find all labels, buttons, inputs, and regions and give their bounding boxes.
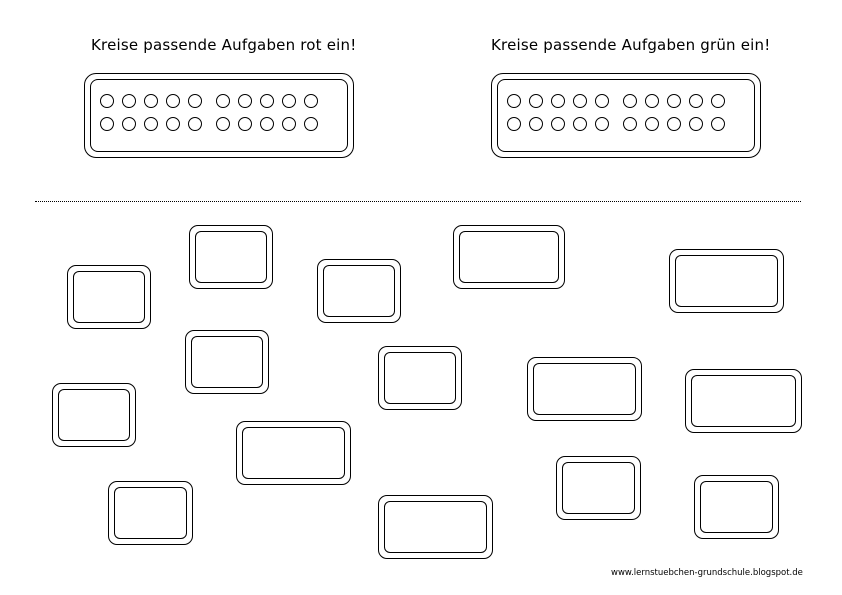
counter-circle (216, 94, 230, 108)
counter-circle (238, 94, 252, 108)
counter-circle (645, 94, 659, 108)
counter-circle (188, 117, 202, 131)
task-card[interactable] (67, 265, 151, 329)
counter-circle (100, 117, 114, 131)
task-card[interactable] (236, 421, 351, 485)
counter-circle (100, 94, 114, 108)
task-card[interactable] (185, 330, 269, 394)
counter-circle (304, 117, 318, 131)
counter-circle (573, 117, 587, 131)
counter-circle (595, 94, 609, 108)
counter-circle (529, 94, 543, 108)
counter-circle (667, 117, 681, 131)
counter-circle (282, 94, 296, 108)
counter-circle (573, 94, 587, 108)
counter-circle (238, 117, 252, 131)
task-card[interactable] (317, 259, 401, 323)
counter-circle (166, 94, 180, 108)
counter-circle (507, 117, 521, 131)
task-card[interactable] (378, 495, 493, 559)
counter-circle (623, 117, 637, 131)
footer-url: www.lernstuebchen-grundschule.blogspot.de (611, 568, 803, 578)
instruction-green: Kreise passende Aufgaben grün ein! (491, 36, 771, 54)
task-card[interactable] (685, 369, 802, 433)
counter-circle (188, 94, 202, 108)
counter-row (507, 94, 733, 112)
counter-circle (144, 117, 158, 131)
counter-circle (529, 117, 543, 131)
counter-circle (260, 94, 274, 108)
counter-circle (551, 117, 565, 131)
task-card[interactable] (189, 225, 273, 289)
dotted-divider (35, 201, 801, 202)
instruction-red: Kreise passende Aufgaben rot ein! (91, 36, 357, 54)
counter-circle (282, 117, 296, 131)
counter-row (100, 117, 326, 135)
counter-circle (595, 117, 609, 131)
task-card[interactable] (556, 456, 641, 520)
counter-circle (122, 117, 136, 131)
counter-circle (122, 94, 136, 108)
counter-circle (166, 117, 180, 131)
task-card[interactable] (52, 383, 136, 447)
counter-circle (144, 94, 158, 108)
counter-circle (711, 117, 725, 131)
counter-dots-green (507, 94, 733, 140)
counter-circle (689, 94, 703, 108)
task-card[interactable] (453, 225, 565, 289)
task-card[interactable] (694, 475, 779, 539)
counter-row (507, 117, 733, 135)
twenty-frame-red (84, 73, 354, 158)
counter-circle (304, 94, 318, 108)
counter-circle (551, 94, 565, 108)
counter-dots-red (100, 94, 326, 140)
task-card[interactable] (108, 481, 193, 545)
counter-circle (689, 117, 703, 131)
twenty-frame-green (491, 73, 761, 158)
counter-circle (645, 117, 659, 131)
counter-circle (711, 94, 725, 108)
counter-circle (623, 94, 637, 108)
task-card[interactable] (527, 357, 642, 421)
counter-circle (260, 117, 274, 131)
counter-row (100, 94, 326, 112)
task-card[interactable] (378, 346, 462, 410)
counter-circle (667, 94, 681, 108)
counter-circle (507, 94, 521, 108)
task-card[interactable] (669, 249, 784, 313)
counter-circle (216, 117, 230, 131)
